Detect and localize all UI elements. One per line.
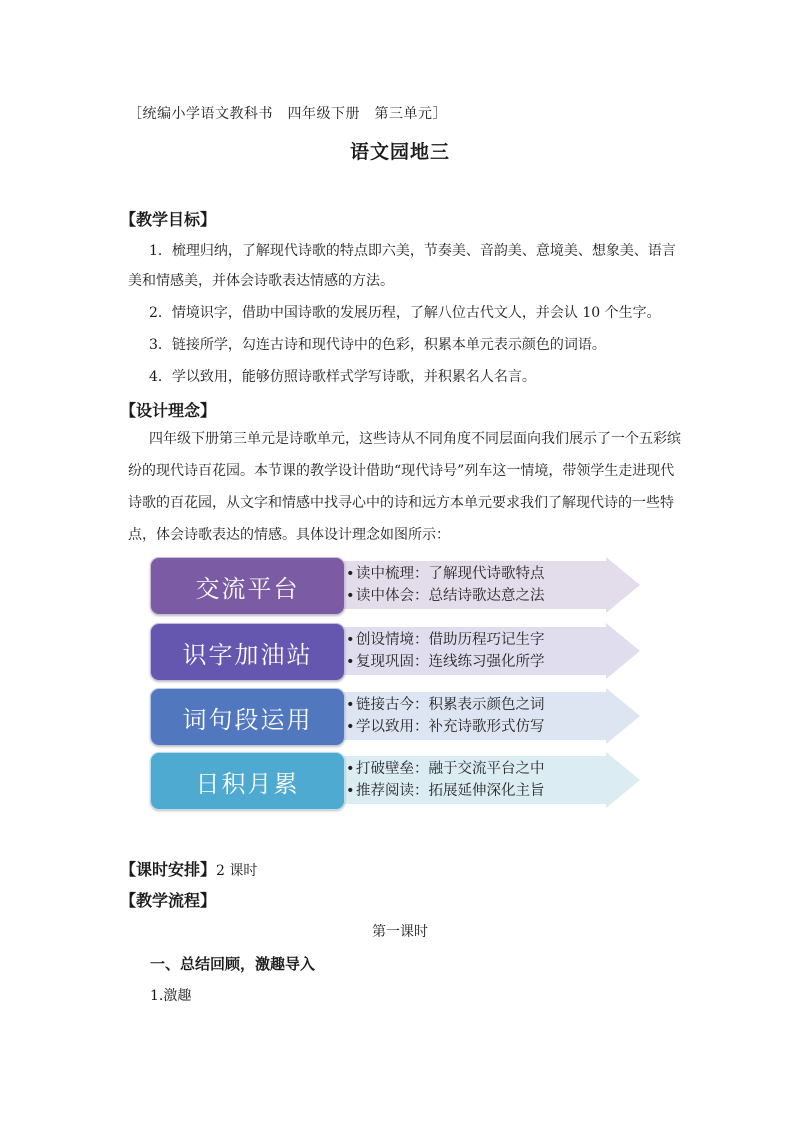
schedule-line	[120, 857, 257, 880]
bullet-text: 创设情境：借助历程巧记生字	[356, 632, 545, 648]
bullet-item	[346, 629, 616, 651]
page-title: 语文园地三	[349, 141, 450, 163]
bullet-item	[346, 780, 616, 802]
lesson-title: 第一课时	[372, 924, 428, 940]
diagram-label: 日积月累	[150, 752, 345, 810]
diagram-row	[150, 752, 640, 808]
goal-item-1-continued: 美和情感美，并体会诗歌表达情感的方法。	[128, 273, 394, 289]
diagram-bullets	[346, 629, 616, 673]
diagram-label: 词句段运用	[150, 688, 345, 746]
design-diagram	[150, 557, 640, 812]
bullet-item	[346, 758, 616, 780]
goal-item-2: 2．情境识字，借助中国诗歌的发展历程，了解八位古代文人，并会认 10 个生字。	[149, 305, 661, 321]
diagram-row	[150, 688, 640, 744]
bullet-item	[346, 716, 616, 738]
schedule-value: 2 课时	[216, 863, 258, 879]
bullet-icon: •	[346, 719, 355, 735]
bullet-text: 读中体会：总结诗歌达意之法	[356, 588, 545, 604]
goal-item-4: 4．学以致用，能够仿照诗歌样式学写诗歌，并积累名人名言。	[149, 369, 536, 385]
bullet-text: 推荐阅读：拓展延伸深化主旨	[356, 783, 545, 799]
diagram-bullets	[346, 563, 616, 607]
part-heading: 一、总结回顾，激趣导入	[150, 955, 316, 973]
diagram-row	[150, 557, 640, 613]
bullet-icon: •	[346, 632, 355, 648]
design-paragraph: 四年级下册第三单元是诗歌单元，这些诗从不同角度不同层面向我们展示了一个五彩缤纷的现代诗百花园。本节课的教学设计借助“现代诗号”列车这一情境，带领学生走进现代诗歌的百花园，从文字和情感中找寻心中的诗和远方本单元要求我们了解现代诗的一些特点，体会诗歌表达的情感。具体设计理念如图所示：	[128, 431, 681, 543]
bullet-item	[346, 694, 616, 716]
diagram-label: 交流平台	[150, 557, 345, 615]
diagram-bullets	[346, 694, 616, 738]
diagram-bullets	[346, 758, 616, 802]
goal-item-3: 3．链接所学，勾连古诗和现代诗中的色彩，积累本单元表示颜色的词语。	[149, 337, 606, 353]
bullet-icon: •	[346, 654, 355, 670]
bullet-icon: •	[346, 761, 355, 777]
goals-heading: 【教学目标】	[120, 210, 217, 229]
bullet-icon: •	[346, 566, 355, 582]
bullet-item	[346, 585, 616, 607]
step-label: 1.激趣	[150, 988, 192, 1004]
goal-item-1: 1．梳理归纳，了解现代诗歌的特点即六美，节奏美、音韵美、意境美、想象美、语言	[149, 243, 676, 259]
schedule-heading: 【课时安排】	[120, 860, 217, 879]
bullet-text: 学以致用：补充诗歌形式仿写	[356, 719, 545, 735]
bullet-item	[346, 563, 616, 585]
bullet-icon: •	[346, 588, 355, 604]
diagram-row	[150, 623, 640, 679]
bullet-text: 读中梳理：了解现代诗歌特点	[356, 566, 545, 582]
bullet-text: 复现巩固：连线练习强化所学	[356, 654, 545, 670]
bullet-icon: •	[346, 783, 355, 799]
bullet-item	[346, 651, 616, 673]
bullet-icon: •	[346, 697, 355, 713]
diagram-label: 识字加油站	[150, 623, 345, 681]
bullet-text: 链接古今：积累表示颜色之词	[356, 697, 545, 713]
design-heading: 【设计理念】	[120, 401, 217, 420]
process-heading: 【教学流程】	[120, 891, 217, 910]
textbook-header: ［统编小学语文教科书 四年级下册 第三单元］	[128, 106, 447, 122]
bullet-text: 打破壁垒：融于交流平台之中	[356, 761, 545, 777]
